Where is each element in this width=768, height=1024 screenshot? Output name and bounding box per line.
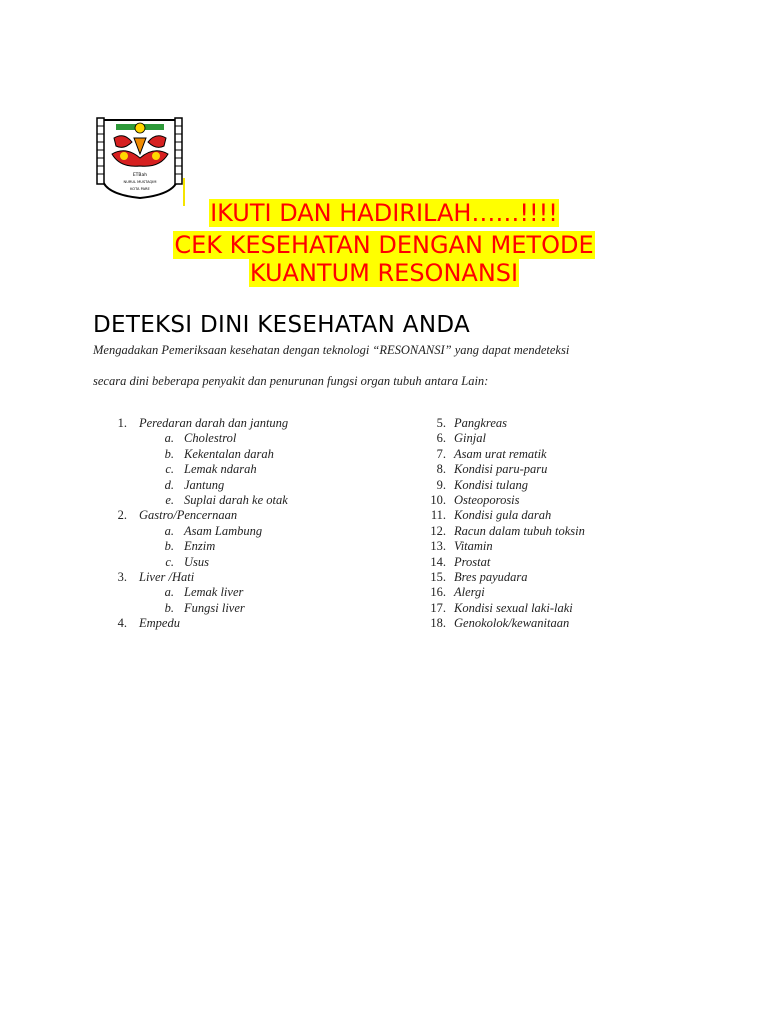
list-item-number: 13. xyxy=(430,539,446,554)
list-item-number: 4. xyxy=(117,616,127,631)
list-item-text: Kondisi tulang xyxy=(454,477,528,492)
list-item-text: Usus xyxy=(184,554,210,569)
list-item xyxy=(408,570,708,585)
list-item-text: Gastro/Pencernaan xyxy=(139,508,238,523)
list-item-number: a. xyxy=(164,431,174,446)
checkup-list-left xyxy=(93,416,373,631)
list-item-text: Kondisi paru-paru xyxy=(454,462,548,477)
list-item-number: 7. xyxy=(436,446,446,461)
list-item-number: 17. xyxy=(430,600,446,615)
list-item xyxy=(408,431,708,446)
list-item-number: b. xyxy=(164,446,174,461)
list-item xyxy=(93,585,373,600)
logo-text-mid: NURUL MUSTAQIM xyxy=(123,180,157,184)
list-item-number: c. xyxy=(165,462,174,477)
list-item xyxy=(93,431,373,446)
list-item xyxy=(93,416,373,431)
list-item xyxy=(408,585,708,600)
list-item-text: Racun dalam tubuh toksin xyxy=(454,523,585,538)
list-item xyxy=(408,616,708,631)
list-item-number: a. xyxy=(164,523,174,538)
list-item xyxy=(93,524,373,539)
intro-paragraph-line-2: secara dini beberapa penyakit dan penurunan fungsi organ tubuh antara Lain: xyxy=(93,374,489,388)
list-item-text: Fungsi liver xyxy=(184,600,245,615)
list-item-number: 3. xyxy=(117,569,127,584)
list-item-text: Cholestrol xyxy=(184,431,237,446)
list-item xyxy=(408,524,708,539)
list-item-number: 14. xyxy=(430,554,446,569)
headline-line-1: IKUTI DAN HADIRILAH……!!!! xyxy=(210,199,558,227)
list-item xyxy=(93,616,373,631)
list-item-number: 6. xyxy=(436,431,446,446)
list-item xyxy=(408,447,708,462)
list-item-text: Genokolok/kewanitaan xyxy=(454,616,570,631)
list-item xyxy=(408,478,708,493)
list-item-number: 9. xyxy=(436,477,446,492)
list-item-number: b. xyxy=(164,600,174,615)
list-item-text: Kondisi sexual laki-laki xyxy=(454,600,573,615)
list-item-number: 15. xyxy=(430,569,446,584)
list-item-text: Asam urat rematik xyxy=(454,446,547,461)
headline-line-3: KUANTUM RESONANSI xyxy=(249,259,519,287)
list-item-text: Osteoporosis xyxy=(454,492,520,507)
list-item-text: Alergi xyxy=(454,585,485,600)
list-item-number: 8. xyxy=(436,462,446,477)
list-item-number: 5. xyxy=(436,416,446,430)
school-logo xyxy=(94,116,186,200)
list-item-number: 1. xyxy=(117,416,127,430)
list-item-text: Jantung xyxy=(184,477,225,492)
headline-line-2: CEK KESEHATAN DENGAN METODE xyxy=(174,231,594,259)
list-item-number: 16. xyxy=(430,585,446,600)
list-item-text: Lemak liver xyxy=(184,585,244,600)
list-item-number: b. xyxy=(164,539,174,554)
list-item xyxy=(93,570,373,585)
list-item-text: Kondisi gula darah xyxy=(454,508,552,523)
list-item-number: e. xyxy=(165,492,174,507)
list-item xyxy=(93,493,373,508)
list-item-text: Enzim xyxy=(184,539,216,554)
list-item xyxy=(408,601,708,616)
list-item-number: 18. xyxy=(430,616,446,631)
list-item xyxy=(93,508,373,523)
list-item-number: c. xyxy=(165,554,174,569)
list-item-text: Suplai darah ke otak xyxy=(184,492,288,507)
list-item xyxy=(408,416,708,431)
list-item xyxy=(93,555,373,570)
list-item-number: 11. xyxy=(430,508,446,523)
logo-text-top: ETBah xyxy=(132,173,148,178)
list-item xyxy=(93,462,373,477)
list-item-text: Prostat xyxy=(454,554,491,569)
intro-paragraph-line-1: Mengadakan Pemeriksaan kesehatan dengan teknologi “RESONANSI” yang dapat mendeteksi xyxy=(93,343,570,357)
checkup-list-right xyxy=(408,416,708,631)
list-item xyxy=(93,447,373,462)
list-item-text: Lemak ndarah xyxy=(184,462,257,477)
list-item xyxy=(408,539,708,554)
list-item-text: Bres payudara xyxy=(454,569,528,584)
list-item xyxy=(93,478,373,493)
section-title: DETEKSI DINI KESEHATAN ANDA xyxy=(93,312,470,338)
list-item-number: 12. xyxy=(430,523,446,538)
list-item xyxy=(408,555,708,570)
list-item-text: Kekentalan darah xyxy=(184,446,274,461)
logo-text-bottom: KOTA PARE xyxy=(130,187,150,191)
list-item-text: Empedu xyxy=(139,616,180,631)
list-item-text: Pangkreas xyxy=(454,416,507,430)
list-item xyxy=(93,539,373,554)
list-item-number: d. xyxy=(164,477,174,492)
list-item xyxy=(408,508,708,523)
list-item-number: 2. xyxy=(117,508,127,523)
list-item xyxy=(408,462,708,477)
list-item xyxy=(408,493,708,508)
list-item xyxy=(93,601,373,616)
list-item-number: 10. xyxy=(430,492,446,507)
list-item-text: Asam Lambung xyxy=(184,523,263,538)
list-item-number: a. xyxy=(164,585,174,600)
list-item-text: Peredaran darah dan jantung xyxy=(139,416,289,430)
list-item-text: Liver /Hati xyxy=(139,569,195,584)
list-item-text: Vitamin xyxy=(454,539,493,554)
list-item-text: Ginjal xyxy=(454,431,486,446)
